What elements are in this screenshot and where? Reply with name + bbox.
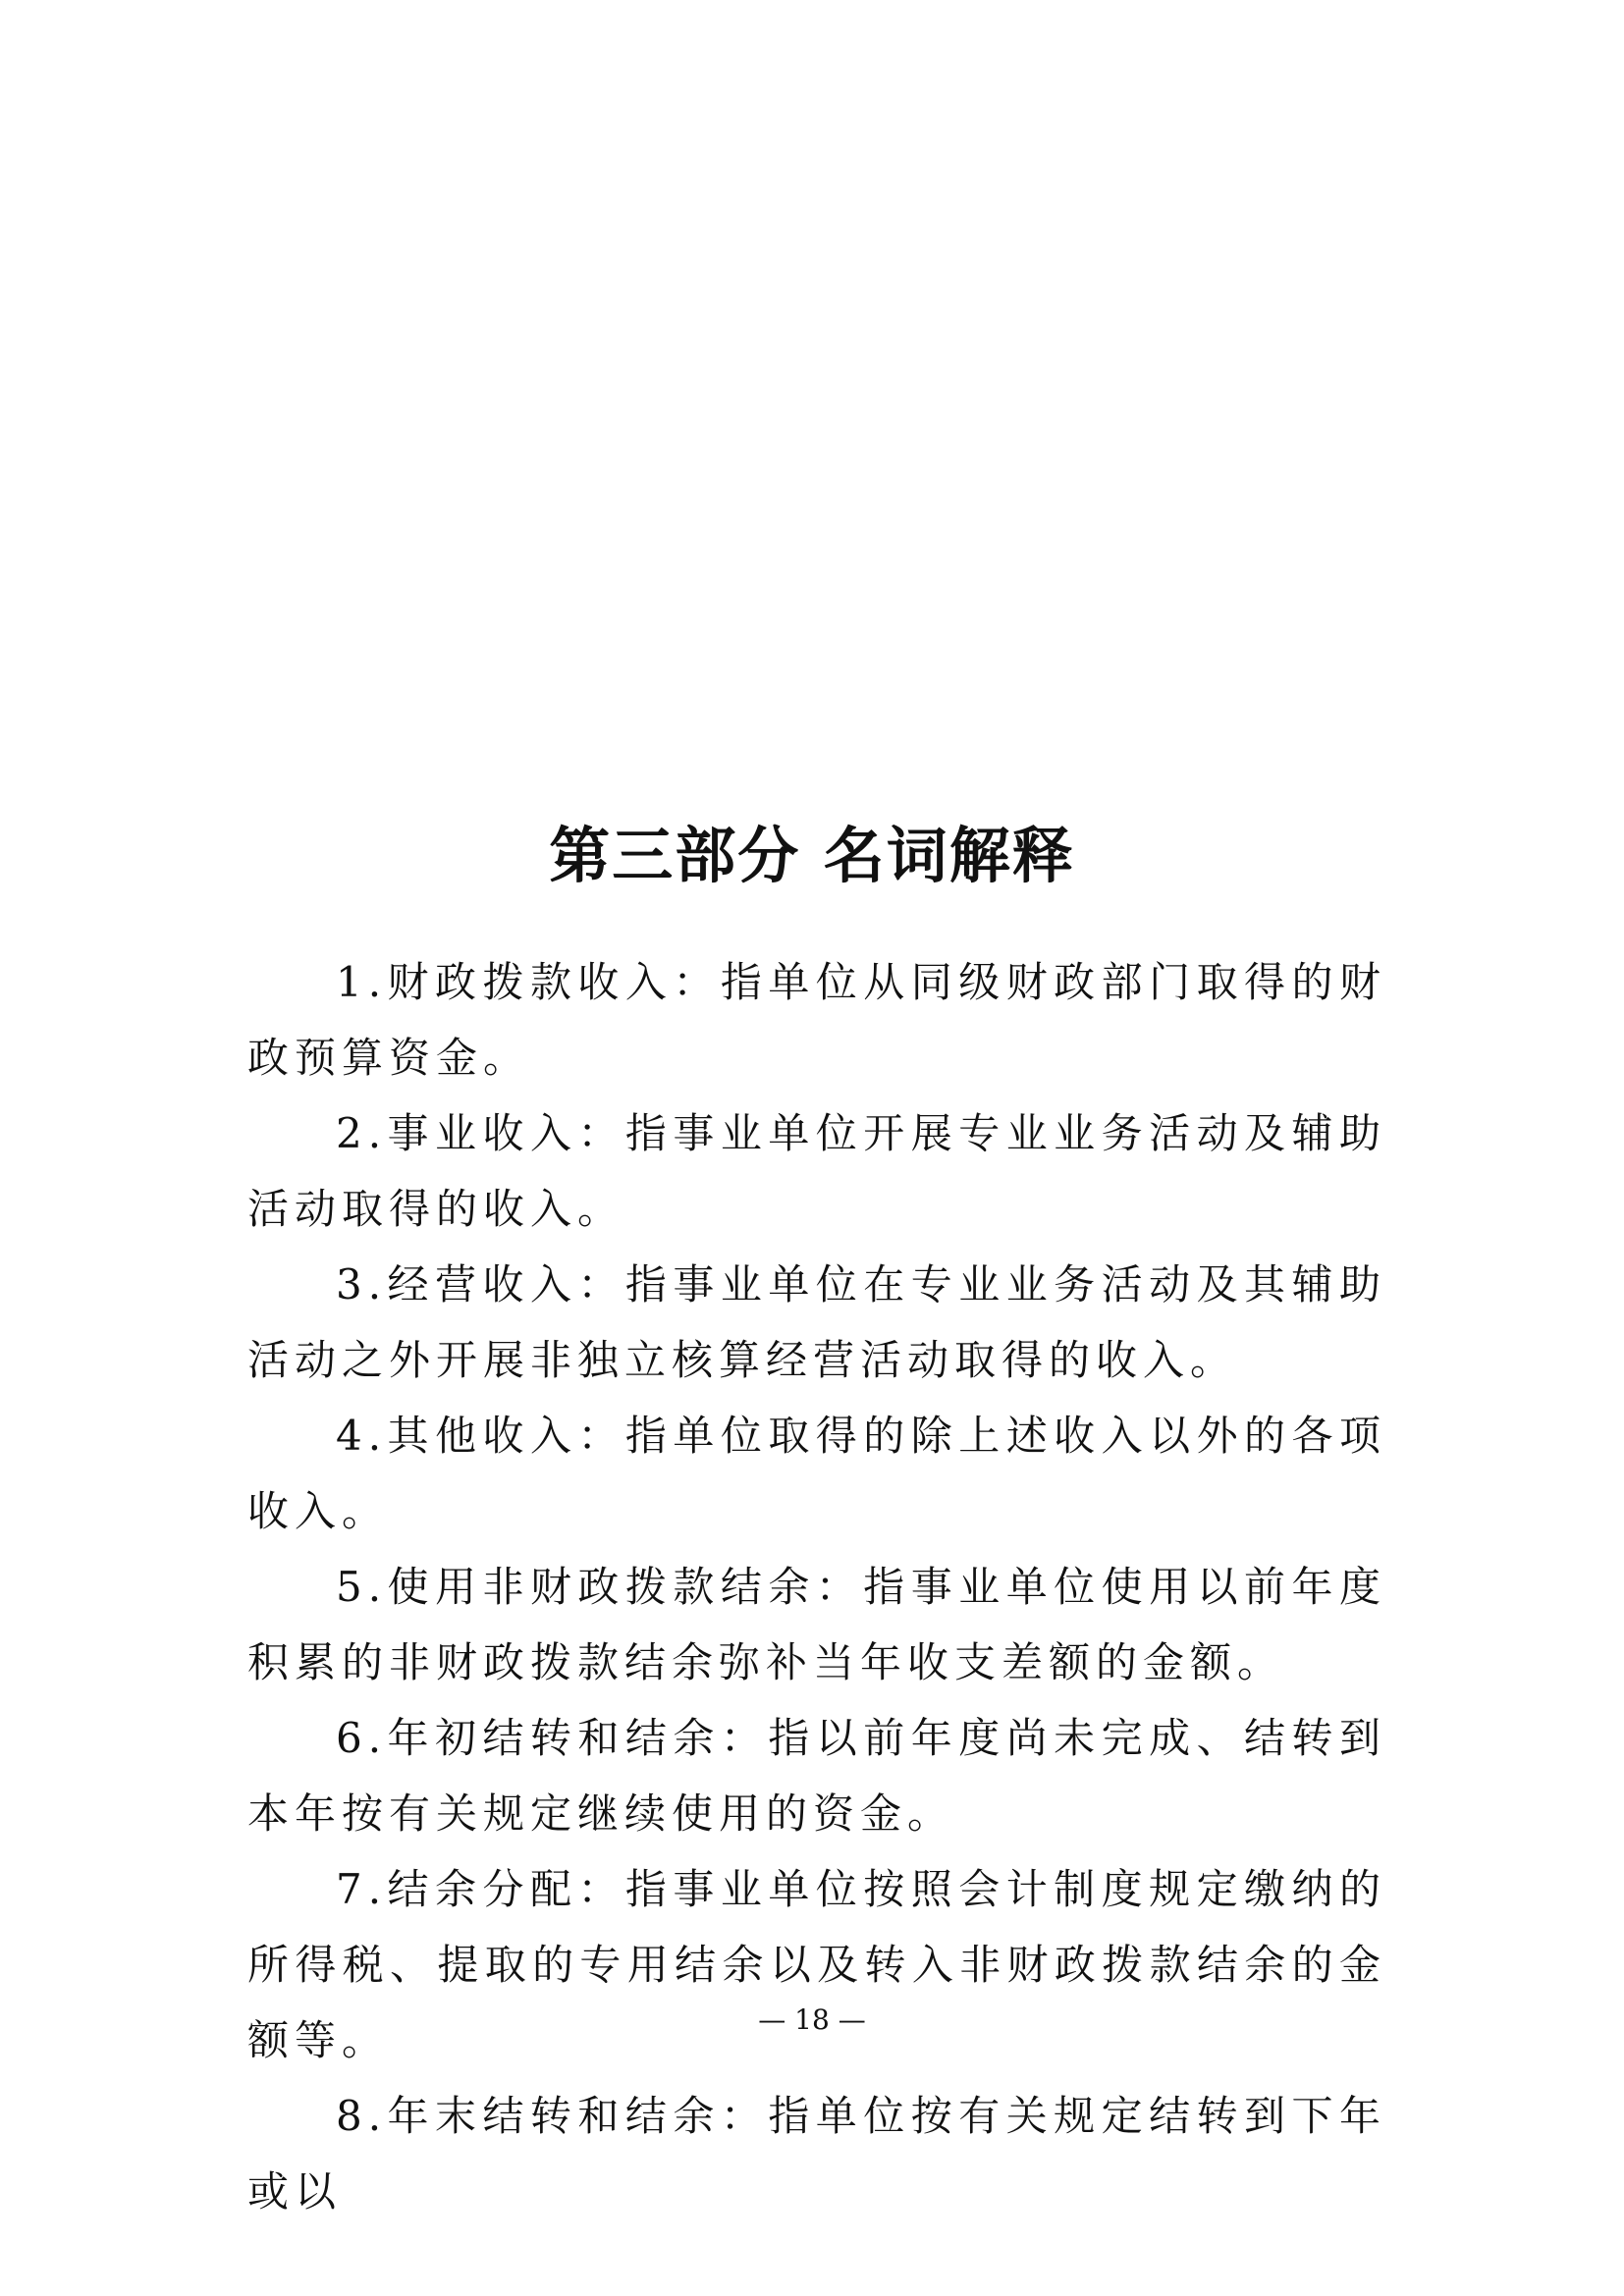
page-title: 第三部分 名词解释 (549, 819, 1075, 891)
term-item: 4.其他收入：指单位取得的除上述收入以外的各项收入。 (247, 1412, 1386, 1535)
term-item: 5.使用非财政拨款结余：指事业单位使用以前年度积累的非财政拨款结余弥补当年收支差额的金额。 (247, 1563, 1386, 1686)
term-item: 7.结余分配：指事业单位按照会计制度规定缴纳的所得税、提取的专用结余以及转入非财政拨款结余的金额等。 (247, 1865, 1386, 2064)
term-item: 8.年末结转和结余：指单位按有关规定结转到下年或以 (247, 2092, 1386, 2216)
term-item: 1.财政拨款收入：指单位从同级财政部门取得的财政预算资金。 (247, 958, 1386, 1082)
page-number: — 18 — (758, 2003, 866, 2036)
term-item: 2.事业收入：指事业单位开展专业业务活动及辅助活动取得的收入。 (247, 1109, 1386, 1233)
term-item: 3.经营收入：指事业单位在专业业务活动及其辅助活动之外开展非独立核算经营活动取得的收入。 (247, 1260, 1386, 1384)
term-item: 6.年初结转和结余：指以前年度尚未完成、结转到本年按有关规定继续使用的资金。 (247, 1714, 1386, 1838)
